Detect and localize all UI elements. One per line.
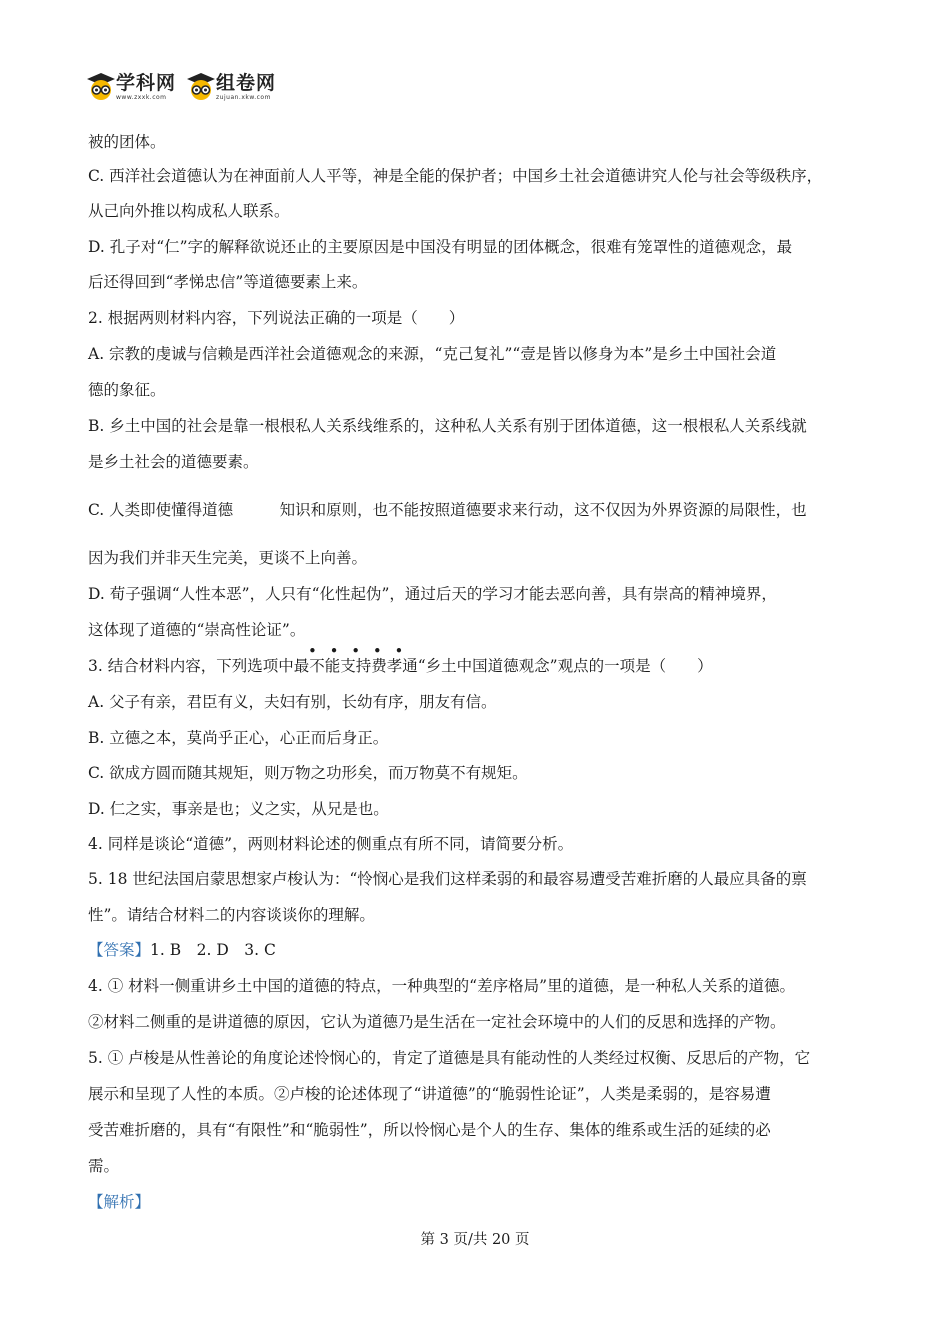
text-line: 性”。请结合材料二的内容谈谈你的理解。 bbox=[88, 906, 375, 924]
logo1-url: www.zxxk.com bbox=[116, 93, 167, 101]
text-line: 被的团体。 bbox=[88, 133, 166, 151]
zujuanwang-logo bbox=[186, 72, 276, 102]
answer-line bbox=[88, 940, 276, 960]
logo1-name: 学科网 bbox=[116, 71, 177, 94]
option-d-line: D. 仁之实，事亲是也；义之实，从兄是也。 bbox=[88, 800, 389, 818]
answer-4-line: 4. ① 材料一侧重讲乡土中国的道德的特点，一种典型的“差序格局”里的道德，是一种私人关系的道德。 bbox=[88, 977, 795, 995]
option-a-line: A. 宗教的虔诚与信赖是西洋社会道德观念的来源，“克己复礼”“壹是皆以修身为本”是乡土中国社会道 bbox=[88, 345, 777, 363]
owl-icon bbox=[86, 72, 116, 102]
answer-5-line: 5. ① 卢梭是从性善论的角度论述怜悯心的，肯定了道德是具有能动性的人类经过权衡、反思后的产物，它 bbox=[88, 1049, 811, 1067]
option-b-line: B. 立德之本，莫尚乎正心，心正而后身正。 bbox=[88, 729, 389, 747]
option-a-line: A. 父子有亲，君臣有义，夫妇有别，长幼有序，朋友有信。 bbox=[88, 693, 497, 711]
option-d-line: D. 荀子强调“人性本恶”，人只有“化性起伪”，通过后天的学习才能去恶向善，具有崇高的精神境界， bbox=[88, 585, 777, 603]
text-line: 后还得回到“孝悌忠信”等道德要素上来。 bbox=[88, 273, 368, 291]
text-line: 因为我们并非天生完美，更谈不上向善。 bbox=[88, 549, 368, 567]
option-c-line: C. 人类即使懂得道德 知识和原则，也不能按照道德要求来行动，这不仅因为外界资源的局限性，也 bbox=[88, 501, 807, 519]
logo2-url: zujuan.xkw.com bbox=[216, 93, 271, 101]
answer-text: 1. B 2. D 3. C bbox=[150, 941, 276, 959]
question-4: 4. 同样是谈论“道德”，两则材料论述的侧重点有所不同，请简要分析。 bbox=[88, 835, 574, 853]
owl-icon bbox=[186, 72, 216, 102]
text-line: 德的象征。 bbox=[88, 381, 166, 399]
answer-5-line: 需。 bbox=[88, 1157, 120, 1175]
analysis-tag: 【解析】 bbox=[88, 1193, 151, 1211]
answer-5-line: 展示和呈现了人性的本质。②卢梭的论述体现了“讲道德”的“脆弱性论证”，人类是柔弱的，是容易遭 bbox=[88, 1085, 771, 1103]
answer-4-line: ②材料二侧重的是讲道德的原因，它认为道德乃是生活在一定社会环境中的人们的反思和选择的产物。 bbox=[88, 1013, 786, 1031]
text-line: 这体现了道德的“崇高性论证”。 bbox=[88, 621, 306, 639]
question-2: 2. 根据两则材料内容，下列说法正确的一项是（ ） bbox=[88, 309, 465, 327]
answer-5-line: 受苦难折磨的，具有“有限性”和“脆弱性”，所以怜悯心是个人的生存、集体的维系或生活的延续的必 bbox=[88, 1121, 771, 1139]
text-line: 是乡土社会的道德要素。 bbox=[88, 453, 259, 471]
option-b-line: B. 乡土中国的社会是靠一根根私人关系线维系的，这种私人关系有别于团体道德，这一根根私人关系线就 bbox=[88, 417, 807, 435]
option-d-line: D. 孔子对“仁”字的解释欲说还止的主要原因是中国没有明显的团体概念，很难有笼罩性的道德观念，最 bbox=[88, 238, 793, 256]
answer-tag: 【答案】 bbox=[88, 941, 151, 959]
question-5: 5. 18 世纪法国启蒙思想家卢梭认为：“怜悯心是我们这样柔弱的和最容易遭受苦难折磨的人最应具备的禀 bbox=[88, 870, 807, 888]
logo2-name: 组卷网 bbox=[216, 71, 277, 94]
text-line: 从己向外推以构成私人联系。 bbox=[88, 202, 290, 220]
xuekewang-logo bbox=[86, 72, 176, 102]
analysis-line bbox=[88, 1192, 150, 1212]
emphasis-dots: • • • • • bbox=[308, 642, 408, 660]
option-c-line: C. 欲成方圆而随其规矩，则万物之功形矣，而万物莫不有规矩。 bbox=[88, 764, 528, 782]
option-c-line: C. 西洋社会道德认为在神面前人人平等，神是全能的保护者；中国乡土社会道德讲究人伦与社会等级秩序， bbox=[88, 167, 823, 185]
header-logo bbox=[86, 70, 286, 104]
page-number: 第 3 页/共 20 页 bbox=[420, 1232, 530, 1248]
question-3: 3. 结合材料内容，下列选项中最不能支持费孝通“乡土中国道德观念”观点的一项是（ ） bbox=[88, 657, 713, 675]
